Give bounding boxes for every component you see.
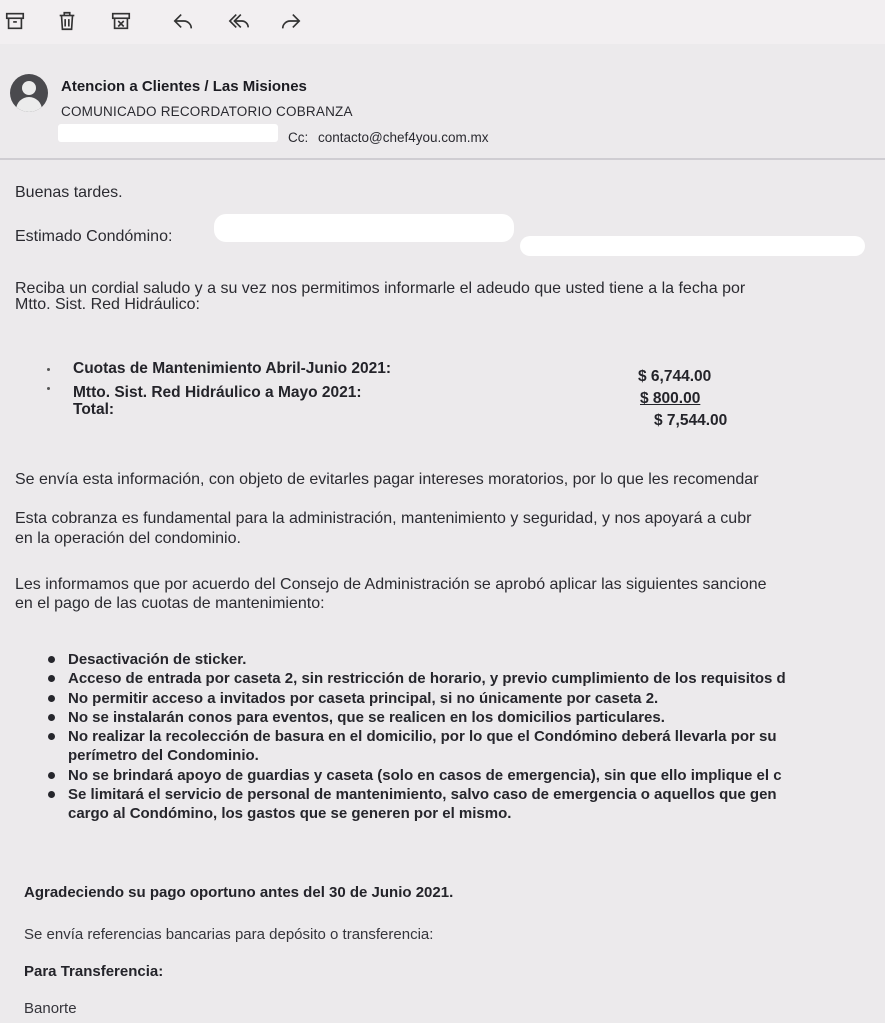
greeting: Buenas tardes. (15, 184, 123, 201)
sender-name[interactable]: Atencion a Clientes / Las Misiones (61, 78, 307, 95)
archive-icon[interactable] (2, 8, 28, 34)
paragraph-2-line-1: Esta cobranza es fundamental para la administración, mantenimiento y seguridad, y nos apoyará a cubr (15, 510, 752, 527)
paragraph-3-line-2: en el pago de las cuotas de mantenimiento: (15, 595, 325, 612)
email-subject: COMUNICADO RECORDATORIO COBRANZA (61, 104, 353, 119)
paragraph-3-line-1: Les informamos que por acuerdo del Consejo de Administración se aprobó aplicar las siguientes sancione (15, 576, 767, 593)
cc-line (288, 130, 489, 145)
redacted-recipient (58, 124, 278, 142)
toolbar (0, 0, 885, 44)
bank-name: Banorte (24, 1000, 77, 1017)
paragraph-1: Se envía esta información, con objeto de evitarles pagar intereses moratorios, por lo que les recomendar (15, 471, 759, 488)
transfer-label: Para Transferencia: (24, 963, 164, 980)
total-label: Total: (73, 401, 115, 418)
trash-icon[interactable] (54, 8, 80, 34)
cc-address[interactable]: contacto@chef4you.com.mx (318, 130, 489, 145)
list-item: No realizar la recolección de basura en el domicilio, por lo que el Condómino deberá llevarla por su perímetro del Condominio. (46, 727, 786, 766)
total-amount: $ 7,544.00 (654, 412, 728, 429)
paragraph-2-line-2: en la operación del condominio. (15, 530, 241, 547)
cc-label: Cc: (288, 130, 309, 145)
list-item: Acceso de entrada por caseta 2, sin restricción de horario, y previo cumplimiento de los requisitos d (46, 669, 786, 688)
list-item: No permitir acceso a invitados por caseta principal, si no únicamente por caseta 2. (46, 689, 786, 708)
list-item: No se instalarán conos para eventos, que se realicen en los domicilios particulares. (46, 708, 786, 727)
reply-icon[interactable] (170, 8, 196, 34)
list-item: Desactivación de sticker. (46, 650, 786, 669)
closing-line: Agradeciendo su pago oportuno antes del 30 de Junio 2021. (24, 884, 454, 901)
list-item: No se brindará apoyo de guardias y caseta (solo en casos de emergencia), sin que ello implique el c (46, 766, 786, 785)
charge-amount: $ 6,744.00 (638, 368, 712, 385)
forward-icon[interactable] (278, 8, 304, 34)
intro-line-1: Reciba un cordial saludo y a su vez nos permitimos informarle el adeudo que usted tiene a la fecha por (15, 280, 746, 297)
charge-dot (47, 368, 50, 371)
charge-amount: $ 800.00 (640, 390, 701, 407)
sanctions-list (46, 650, 786, 824)
spam-icon[interactable] (108, 8, 134, 34)
redacted-name (214, 214, 514, 242)
avatar (10, 74, 48, 112)
reply-all-icon[interactable] (226, 8, 252, 34)
intro-line-2: Mtto. Sist. Red Hidráulico: (15, 296, 200, 313)
list-item: Se limitará el servicio de personal de mantenimiento, salvo caso de emergencia o aquellos que gen cargo al Condómino, los gastos que se generen por el mismo. (46, 785, 786, 824)
addressee: Estimado Condómino: (15, 228, 173, 245)
redacted-name-2 (520, 236, 865, 256)
header-divider (0, 158, 885, 160)
references-line: Se envía referencias bancarias para depósito o transferencia: (24, 926, 434, 943)
charge-label: Mtto. Sist. Red Hidráulico a Mayo 2021: (73, 384, 362, 401)
charge-label: Cuotas de Mantenimiento Abril-Junio 2021: (73, 360, 392, 377)
charge-dot (47, 387, 50, 390)
